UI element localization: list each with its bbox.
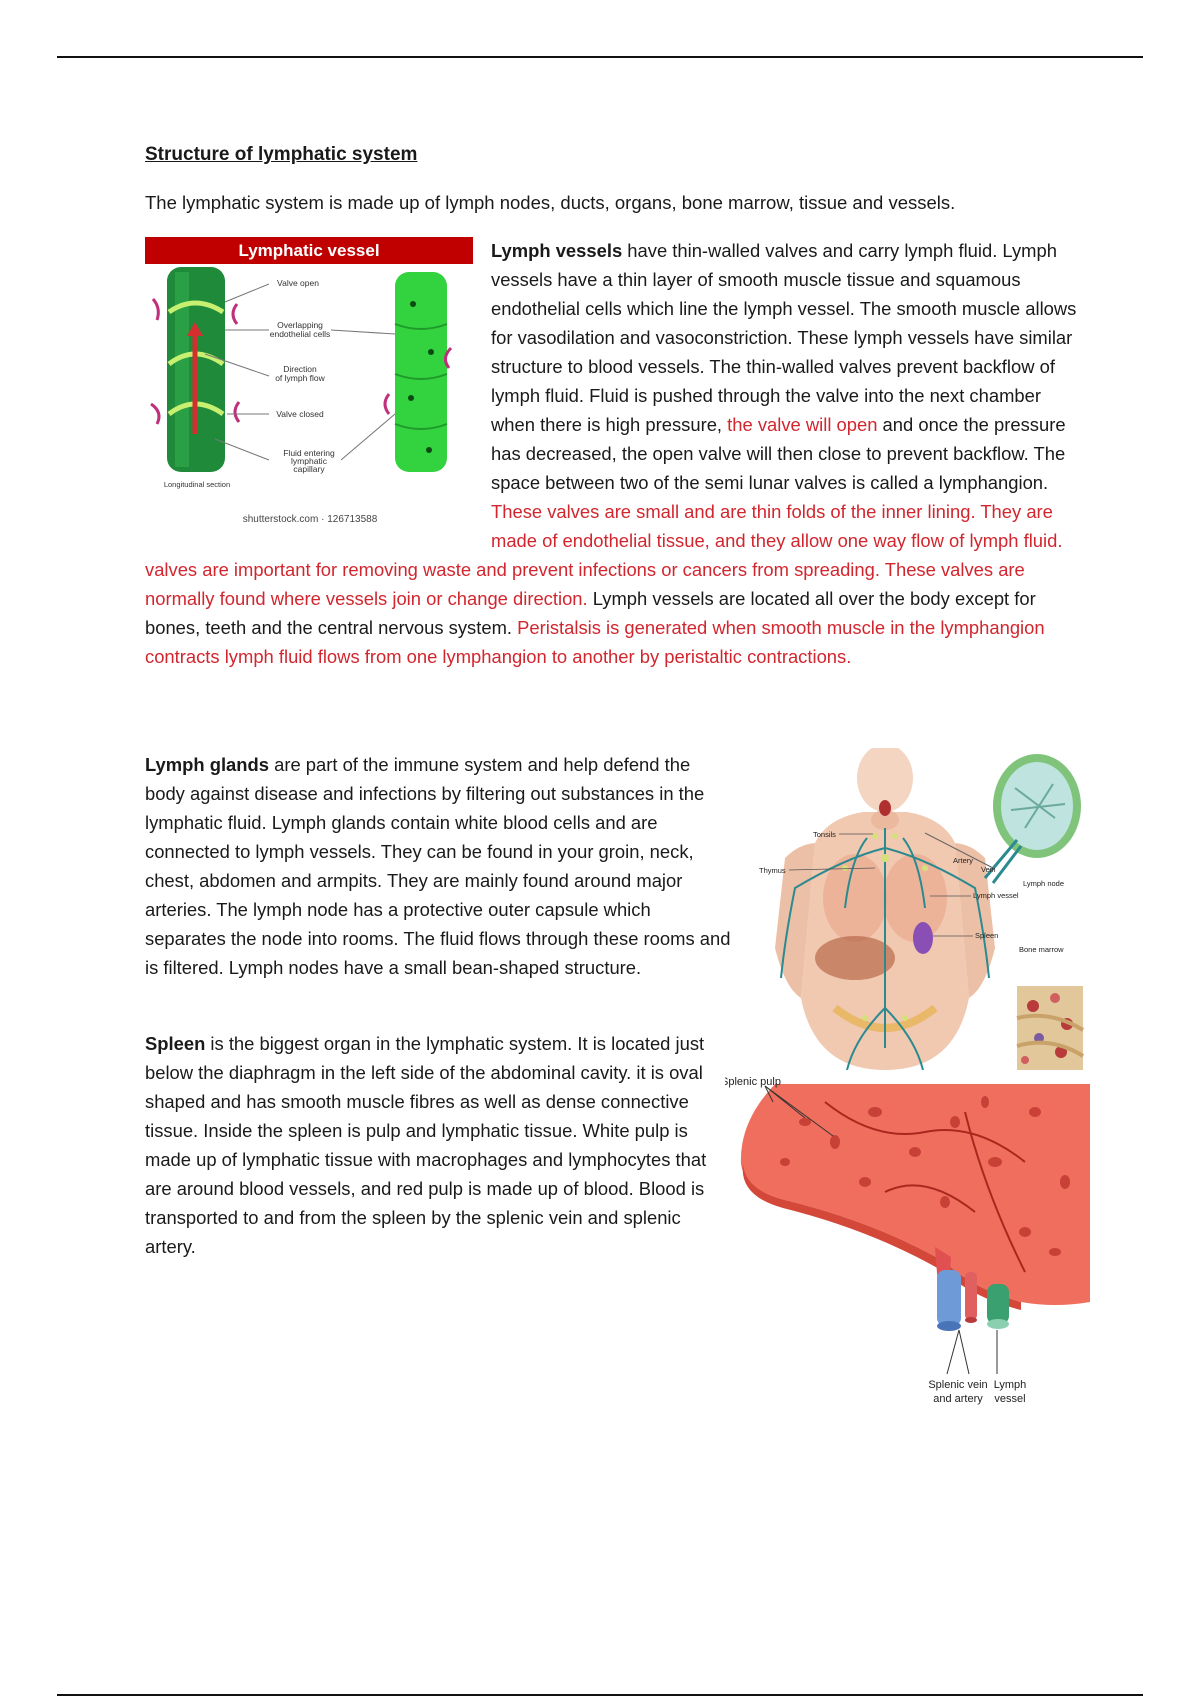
- lymph-glands-text: are part of the immune system and help defend the body against disease and infections by filtering out substances in the lymphatic fluid. Lymph glands contain white blood cells and are connected to lymph vessels. They can be found in your groin, neck, chest, abdomen and armpits. They are mainly found around major arteries. The lymph node has a protective outer capsule which separates the node into rooms. The fluid flows through these rooms and is filtered. Lymph nodes have a small bean-shaped structure.: [145, 754, 731, 978]
- label-vein: Vein: [981, 865, 996, 874]
- spleen-term: Spleen: [145, 1033, 206, 1054]
- body-illustration: [755, 748, 1090, 1070]
- spleen-cross-section-figure: [725, 1072, 1090, 1408]
- label-thymus: Thymus: [759, 866, 786, 875]
- label-artery: Artery: [953, 856, 974, 865]
- figure-banner: Lymphatic vessel: [145, 237, 473, 264]
- lymph-vessels-section: [145, 236, 1085, 671]
- label-endothelial: endothelial cells: [269, 329, 331, 339]
- intro-paragraph: The lymphatic system is made up of lymph nodes, ducts, organs, bone marrow, tissue and vessels.: [145, 192, 956, 213]
- lymph-vessels-highlight-3: Peristalsis is generated when smooth muscle in the lymphangion contracts lymph fluid flows from one lymphangion to another by peristaltic contractions.: [145, 617, 1045, 667]
- lymph-vessels-text-1: have thin-walled valves and carry lymph fluid. Lymph vessels have a thin layer of smooth muscle tissue and squamous endothelial cells which line the lymph vessel. The smooth muscle allows for vasodilation and vasoconstriction. These lymph vessels have similar structure to blood vessels. The thin-walled valves prevent backflow of lymph fluid. Fluid is pushed through the valve into the next chamber when there is high pressure,: [491, 240, 1077, 435]
- figure-credit: shutterstock.com · 126713588: [242, 514, 378, 525]
- label-spleen: Spleen: [975, 931, 999, 940]
- footer-rule: [57, 1694, 1143, 1696]
- lymph-vessels-text-2: and once the pressure has decreased, the open valve will then close to prevent backflow. The space between two of the semi lunar valves is called a lymphangion.: [491, 414, 1066, 493]
- label-lymphatic: lymphatic: [291, 456, 327, 466]
- label-valve-open: Valve open: [277, 278, 319, 288]
- label-longitudinal-section: Longitudinal section: [163, 480, 231, 489]
- label-direction: Direction: [283, 364, 317, 374]
- spleen-paragraph: [145, 1029, 720, 1261]
- lymph-glands-term: Lymph glands: [145, 754, 269, 775]
- lymph-vessels-highlight-1: the valve will open: [727, 414, 878, 435]
- label-lymph: Lymph: [993, 1379, 1027, 1391]
- lymph-glands-paragraph: [145, 750, 735, 982]
- section-heading: Structure of lymphatic system: [145, 144, 418, 165]
- label-valve-closed: Valve closed: [276, 409, 324, 419]
- label-lymph-vessel: Lymph vessel: [973, 891, 1019, 900]
- lymph-vessels-term: Lymph vessels: [491, 240, 623, 261]
- label-lymph-node: Lymph node: [1023, 879, 1065, 888]
- label-bone-marrow: Bone marrow: [1019, 945, 1064, 954]
- label-fluid-entering: Fluid entering: [283, 448, 335, 458]
- label-splenic-vein: Splenic vein: [928, 1379, 988, 1391]
- label-vessel: vessel: [994, 1393, 1026, 1405]
- label-splenic-pulp: Splenic pulp: [725, 1076, 781, 1088]
- header-rule: [57, 56, 1143, 58]
- spleen-text: is the biggest organ in the lymphatic system. It is located just below the diaphragm in the left side of the abdominal cavity. it is oval shaped and has smooth muscle fibres as well as dense connective tissue. Inside the spleen is pulp and lymphatic tissue. White pulp is made up of lymphatic tissue with macrophages and lymphocytes that are around blood vessels, and red pulp is made up of blood. Blood is transported to and from the spleen by the splenic vein and splenic artery.: [145, 1033, 707, 1257]
- label-tonsils: Tonsils: [813, 830, 836, 839]
- lymph-vessels-text-3: Lymph vessels are located all over the body except for bones, teeth and the central nervous system.: [145, 588, 1036, 638]
- spleen-illustration: [725, 1072, 1090, 1408]
- label-lymph-flow: of lymph flow: [275, 373, 325, 383]
- label-capillary: capillary: [293, 464, 325, 474]
- label-and-artery: and artery: [933, 1393, 983, 1405]
- label-overlapping: Overlapping: [277, 320, 323, 330]
- lymphatic-system-body-figure: [755, 748, 1090, 1070]
- figure-wrap-spacer: [145, 236, 491, 554]
- lymph-vessels-highlight-2: These valves are small and are thin folds of the inner lining. They are made of endothelial tissue, and they allow one way flow of lymph fluid. valves are important for removing waste and prevent infections or cancers from spreading. These valves are normally found where vessels join or change direction.: [145, 501, 1063, 609]
- bone-marrow-inset: [1017, 986, 1083, 1070]
